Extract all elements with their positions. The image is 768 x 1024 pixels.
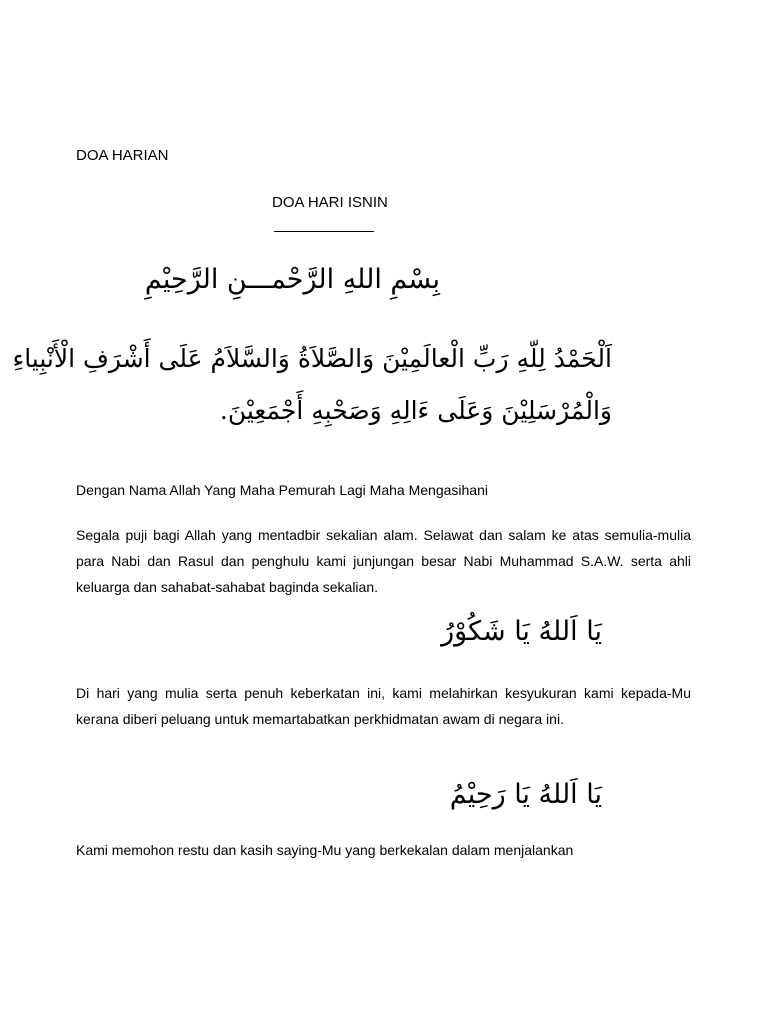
invocation-ya-allah-ya-syakur: يَا اَللهُ يَا شَكُوْرُ (441, 616, 602, 647)
basmalah-translation: Dengan Nama Allah Yang Maha Pemurah Lagi Maha Mengasihani (76, 482, 488, 498)
paragraph-praise: Segala puji bagi Allah yang mentadbir sekalian alam. Selawat dan salam ke atas semulia-mulia para Nabi dan Rasul dan penghulu kami junjungan besar Nabi Muhammad S.A.W. serta ahli keluarga dan sahabat-sahabat baginda sekalian. (76, 527, 691, 595)
hamdalah-arabic-line-1: اَلْحَمْدُ لِلّهِ رَبِّ الْعالَمِيْنَ وَالصَّلاَةُ وَالسَّلاَمُ عَلَى أَشْرَفِ الْأَنْبِياءِ (12, 344, 612, 373)
document-heading: DOA HARIAN (76, 147, 169, 164)
prayer-title: DOA HARI ISNIN (272, 194, 388, 211)
hamdalah-arabic-line-2: وَالْمُرْسَلِيْنَ وَعَلَى ءَالِهِ وَصَحْبِهِ أَجْمَعِيْنَ. (219, 396, 612, 425)
paragraph-request: Kami memohon restu dan kasih saying-Mu yang berkekalan dalam menjalankan (76, 842, 574, 858)
basmalah-arabic: بِسْمِ اللهِ الرَّحْمـــنِ الرَّحِيْمِ (144, 264, 440, 295)
paragraph-gratitude: Di hari yang mulia serta penuh keberkatan ini, kami melahirkan kesyukuran kami kepada-Mu kerana diberi peluang untuk memartabatkan perkhidmatan awam di negara ini. (76, 685, 691, 727)
title-underline (274, 231, 374, 232)
invocation-ya-allah-ya-rahim: يَا اَللهُ يَا رَحِيْمُ (449, 779, 602, 810)
